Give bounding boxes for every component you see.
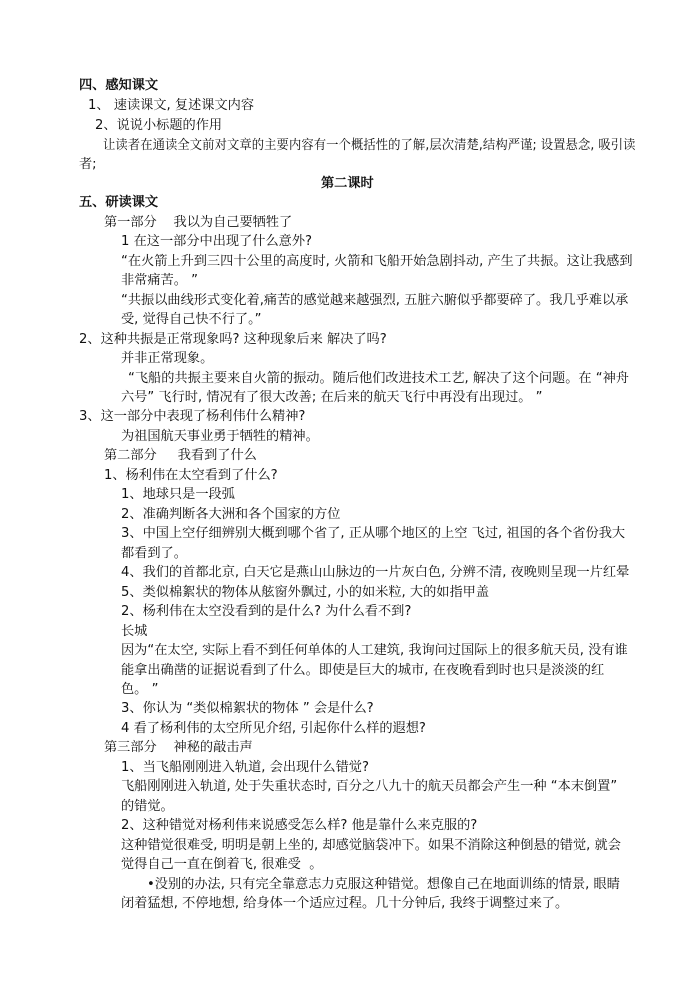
question: 1、当飞船刚刚进入轨道, 会出现什么错觉? <box>121 760 369 775</box>
answer-text: 闭着猛想, 不停地想, 给身体一个适应过程。几十分钟后, 我终于调整过来了。 <box>121 896 569 911</box>
answer-text: 这种错觉很难受, 明明是朝上坐的, 却感觉脑袋冲下。如果不消除这种倒悬的错觉, 就会 <box>121 838 621 853</box>
question: 1、杨利伟在太空看到了什么? <box>104 468 278 483</box>
answer-text: 觉得自己一直在倒着飞, 很难受 。 <box>121 857 323 872</box>
answer-text: 为祖国航天事业勇于牺牲的精神。 <box>121 429 319 444</box>
answer-text: 2、准确判断各大洲和各个国家的方位 <box>121 507 341 522</box>
section-heading: 五、研读课文 <box>79 195 159 210</box>
question: 4 看了杨利伟的太空所见介绍, 引起你什么样的遐想? <box>121 721 426 736</box>
answer-text: 都看到了。 <box>121 546 187 561</box>
answer-text: •没别的办法, 只有完全靠意志力克服这种错觉。想像自己在地面训练的情景, 眼睛 <box>147 877 620 892</box>
answer-text: 并非正常现象。 <box>121 351 214 366</box>
answer-text: 飞船刚刚进入轨道, 处于失重状态时, 百分之八九十的航天员都会产生一种 “本末倒置” <box>121 779 618 794</box>
answer-text: 长城 <box>121 624 148 639</box>
answer-text: 5、类似棉絮状的物体从舷窗外飘过, 小的如米粒, 大的如指甲盖 <box>121 585 490 600</box>
list-item: 2、说说小标题的作用 <box>95 118 223 133</box>
answer-text: “在火箭上升到三四十公里的高度时, 火箭和飞船开始急剧抖动, 产生了共振。这让我感到 <box>121 254 633 269</box>
part-title: 第二部分 我看到了什么 <box>104 448 257 463</box>
answer-text: 色。 ” <box>121 682 159 697</box>
part-title: 第一部分 我以为自己要牺牲了 <box>104 215 293 230</box>
question: 1 在这一部分中出现了什么意外? <box>121 234 313 249</box>
answer-text: 者; <box>79 157 97 172</box>
answer-text: 六号” 飞行时, 情况有了很大改善; 在后来的航天飞行中再没有出现过。 ” <box>121 390 543 405</box>
lesson-title: 第二课时 <box>321 176 374 191</box>
answer-text: 受, 觉得自己快不行了。” <box>121 312 262 327</box>
question: 3、这一部分中表现了杨利伟什么精神? <box>79 409 306 424</box>
question: 2、这种错觉对杨利伟来说感受怎么样? 他是靠什么来克服的? <box>121 818 478 833</box>
answer-text: 3、中国上空仔细辨别大概到哪个省了, 正从哪个地区的上空 飞过, 祖国的各个省份我大 <box>121 526 626 541</box>
answer-text: 能拿出确凿的证据说看到了什么。即使是巨大的城市, 在夜晚看到时也只是淡淡的红 <box>121 663 605 678</box>
answer-text: “共振以曲线形式变化着,痛苦的感觉越来越强烈, 五脏六腑似乎都要碎了。我几乎难以承 <box>121 293 629 308</box>
question: 3、你认为 “类似棉絮状的物体 ” 会是什么? <box>121 701 374 716</box>
answer-text: 1、地球只是一段弧 <box>121 487 235 502</box>
question: 2、杨利伟在太空没看到的是什么? 为什么看不到? <box>121 604 412 619</box>
answer-text: “飞船的共振主要来自火箭的振动。随后他们改进技术工艺, 解决了这个问题。在 “神舟 <box>128 371 629 386</box>
list-item: 1、 速读课文, 复述课文内容 <box>88 98 255 113</box>
section-heading: 四、感知课文 <box>79 78 159 93</box>
answer-text: 4、我们的首都北京, 白天它是燕山山脉边的一片灰白色, 分辨不清, 夜晚则呈现一片红晕 <box>121 565 630 580</box>
part-title: 第三部分 神秘的敲击声 <box>104 740 253 755</box>
answer-text: 非常痛苦。 ” <box>121 273 198 288</box>
question: 2、这种共振是正常现象吗? 这种现象后来 解决了吗? <box>79 332 387 347</box>
answer-text: 的错觉。 <box>121 799 174 814</box>
answer-text: 因为“在太空, 实际上看不到任何单体的人工建筑, 我询问过国际上的很多航天员, 没有谁 <box>121 643 628 658</box>
answer-text: 让读者在通读全文前对文章的主要内容有一个概括性的了解,层次清楚,结构严谨; 设置悬念, 吸引读 <box>103 138 636 153</box>
